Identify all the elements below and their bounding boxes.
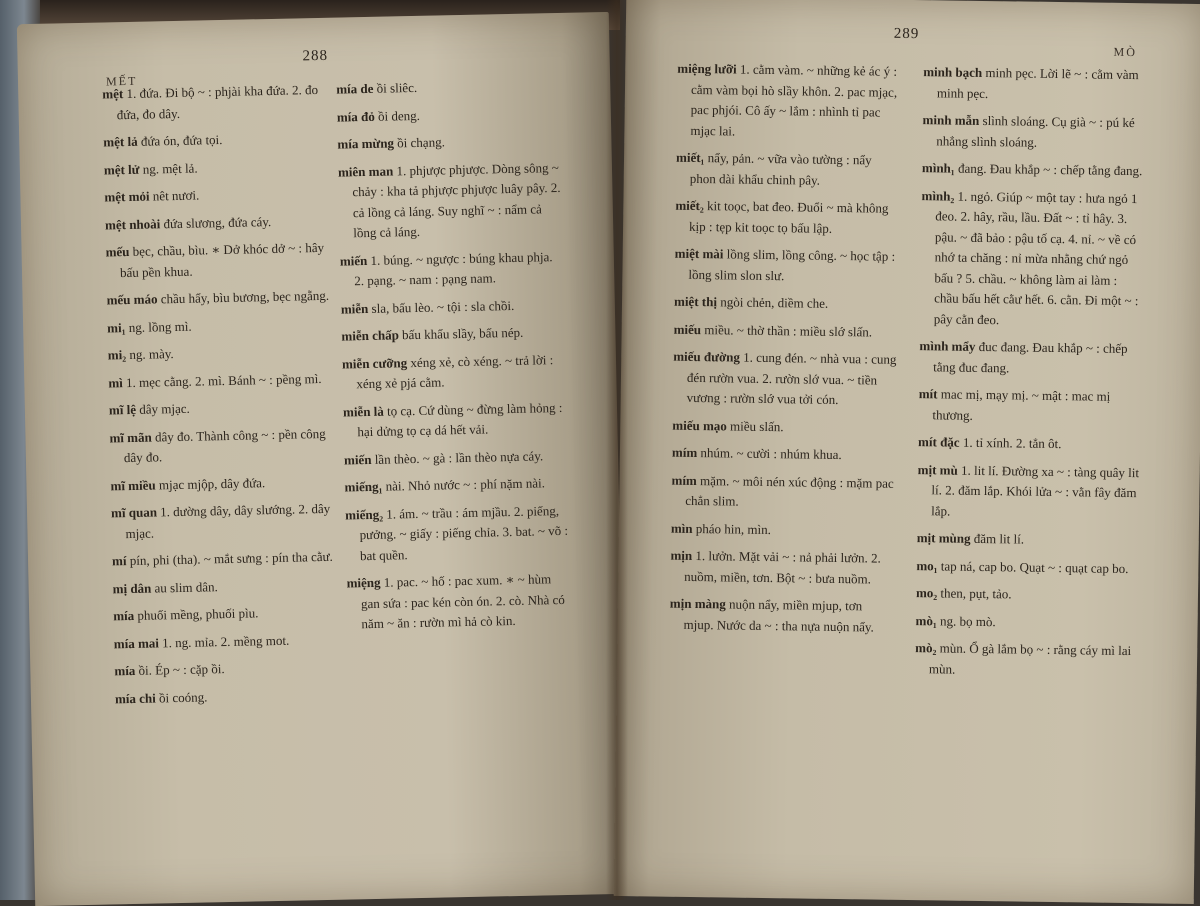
entry-headword: mít (918, 386, 938, 402)
entry-headword: mím (671, 444, 698, 461)
dictionary-entry (105, 210, 329, 235)
entry-headword: mị dân (112, 580, 152, 596)
entry-headword: mệt mỏi (104, 188, 150, 205)
entry-definition: nẩy, pản. ~ vữa vào tường : nẩy phon dài khẩu chinh pây. (689, 150, 872, 188)
dictionary-entry (112, 547, 336, 572)
entry-definition: nêt nươi. (152, 187, 200, 204)
entry-headword: mĩ lệ (108, 401, 137, 418)
entry-headword: mo₂ (915, 585, 938, 601)
entry-headword: miếu mạo (672, 417, 727, 433)
entry-definition: 1. cằm vàm. ~ những kẻ ác ý : cằm vàm bọi hò slầy khôn. 2. pac mjạc, pac phjói. Cô ấy ~ lắm : nhình tỉ pac mjạc lai. (690, 61, 898, 139)
dictionary-entry (918, 384, 1143, 428)
dictionary-entry (672, 443, 896, 467)
entry-definition: kit toọc, bat đeo. Đuổi ~ mà không kịp : tẹp kit toọc tọ bấu lập. (689, 198, 889, 236)
entry-headword: mịn màng (669, 595, 726, 612)
entry-definition: 1. cung đén. ~ nhà vua : cung đén rườn vua. 2. rườn slớ vua. ~ tiền vương : rườn slớ vua tởi cón. (686, 349, 897, 407)
entry-headword: mía đỏ (336, 108, 375, 125)
dictionary-entry (340, 246, 565, 292)
entry-headword: mịt mùng (916, 530, 971, 546)
entry-headword: mĩ mãn (109, 429, 152, 445)
entry-definition: tọ cạ. Cứ dùng ~ đừng làm hỏng : hại dửng tọ cạ dá hết vải. (357, 399, 563, 440)
entry-headword: mĩ miều (110, 476, 156, 493)
right-page (614, 0, 1200, 904)
dictionary-entry (337, 130, 561, 155)
entry-headword: mình₁ (921, 160, 955, 176)
entry-definition: 1. lưởn. Mặt vải ~ : nả phải lưởn. 2. nuồm, miền, tơn. Bột ~ : bưa nuồm. (684, 548, 881, 586)
dictionary-entry (342, 349, 567, 395)
dictionary-entry (674, 244, 899, 288)
dictionary-entry (104, 155, 328, 180)
dictionary-entry (916, 583, 1140, 607)
entry-headword: mía mừng (337, 135, 395, 152)
dictionary-entry (672, 415, 896, 439)
entry-headword: mịn (670, 547, 693, 563)
entry-headword: mò₁ (915, 612, 937, 628)
entry-headword: miết₁ (675, 149, 705, 166)
dictionary-entry (337, 102, 561, 127)
dictionary-entry (107, 313, 331, 338)
dictionary-entry (113, 602, 337, 627)
entry-definition: 1. búng. ~ ngược : búng khau phja. 2. pạng. ~ nam : pạng nam. (354, 248, 553, 289)
entry-definition: ồi sliêc. (376, 79, 418, 96)
entry-definition: tap ná, cap bo. Quạt ~ : quạt cap bo. (940, 557, 1129, 576)
entry-definition: minh pẹc. Lời lẽ ~ : cằm vàm minh pẹc. (936, 65, 1139, 101)
entry-headword: minh mẫn (922, 112, 980, 128)
entry-headword: mếu (105, 243, 130, 260)
entry-definition: sla, bấu lèo. ~ tội : sla chồi. (371, 297, 515, 316)
dictionary-entry (917, 460, 1142, 525)
entry-headword: mía de (336, 80, 374, 97)
entry-definition: dây mjạc. (139, 400, 190, 417)
entry-definition: 1. tỉ xính. 2. tẳn ôt. (962, 434, 1062, 452)
entry-definition: au slim dân. (154, 578, 218, 596)
entry-headword: miễn cưỡng (341, 354, 408, 372)
running-head: MÒ (1113, 44, 1138, 60)
entry-headword: mím (671, 472, 697, 488)
dictionary-entry (344, 473, 568, 498)
dictionary-entry (104, 183, 328, 208)
entry-headword: miếng₁ (344, 478, 383, 495)
dictionary-entry (671, 470, 896, 514)
entry-definition: 1. pac. ~ hố : pac xum. ∗ ~ hùm gan sứa : pac kén còn ón. 2. cò. Nhà có năm ~ ăn : rườn mì hả cò kin. (360, 571, 565, 632)
entry-headword: mì (108, 374, 123, 390)
entry-definition: mjạc mjộp, dây đứa. (158, 474, 266, 492)
dictionary-entry (346, 569, 571, 635)
entry-headword: mi₂ (107, 347, 127, 363)
entry-headword: miên man (337, 162, 394, 180)
dictionary-entry (115, 684, 339, 709)
dictionary-entry (916, 556, 1140, 580)
dictionary-column-4 (915, 62, 1148, 689)
entry-headword: mo₁ (916, 557, 938, 573)
entry-headword: miệt mài (674, 245, 724, 262)
dictionary-entry (336, 75, 560, 100)
entry-headword: mình₂ (921, 187, 955, 204)
entry-definition: slình sloáng. Cụ già ~ : pú ké nhẳng slình sloáng. (936, 112, 1135, 150)
entry-definition: đứa slương, đứa cáy. (163, 213, 272, 231)
dictionary-entry (112, 574, 336, 599)
page-number: 288 (302, 47, 329, 65)
dictionary-entry (675, 196, 900, 240)
entry-headword: mếu máo (106, 291, 158, 308)
entry-definition: lần thèo. ~ gà : lần thèo nựa cáy. (374, 447, 544, 467)
entry-definition: ồi. Ép ~ : cặp ồi. (138, 661, 225, 678)
entry-definition: mặm. ~ môi nén xúc động : mặm pac chẳn slim. (685, 472, 894, 509)
entry-definition: ngòi chẻn, diềm che. (720, 294, 829, 311)
entry-definition: 1. ám. ~ trầu : ám mjầu. 2. piếng, pưởng. ~ giấy : piếng chỉa. 3. bat. ~ võ : bat quền. (359, 502, 569, 563)
entry-headword: mệt (102, 86, 124, 102)
dictionary-entry (109, 396, 333, 421)
entry-definition: ng. mệt lả. (142, 160, 198, 177)
entry-headword: mò₂ (915, 640, 937, 656)
dictionary-entry (108, 341, 332, 366)
entry-headword: miến (343, 451, 372, 468)
running-head: MẾT (105, 73, 138, 89)
entry-headword: minh bạch (923, 64, 983, 80)
dictionary-entry (345, 500, 570, 566)
entry-definition: ng. lồng mì. (128, 318, 192, 335)
entry-headword: miến (339, 252, 368, 269)
dictionary-entry (917, 528, 1141, 552)
dictionary-entry (341, 322, 565, 347)
entry-headword: miếng₂ (345, 506, 384, 523)
dictionary-entry (673, 347, 898, 412)
dictionary-entry (344, 445, 568, 470)
entry-headword: mìn (670, 520, 693, 536)
dictionary-column-2 (336, 75, 572, 642)
entry-headword: mía mai (113, 634, 160, 651)
dictionary-entry (106, 286, 330, 311)
dictionary-entry (343, 397, 568, 443)
dictionary-entry (108, 368, 332, 393)
entry-definition: chầu hẩy, bìu bương, bẹc ngẵng. (160, 287, 330, 307)
entry-headword: mí (111, 553, 127, 569)
entry-headword: mía chi (114, 690, 156, 706)
entry-definition: nuộn nẩy, miền mjup, tơn mjup. Nước da ~ : tha nựa nuộn nẩy. (683, 596, 874, 635)
dictionary-entry (670, 546, 895, 590)
entry-headword: mệt lả (103, 133, 138, 150)
entry-definition: đuc đang. Đau khắp ~ : chếp tằng đuc đang. (933, 338, 1128, 375)
entry-headword: mít đặc (918, 434, 960, 450)
entry-headword: mệt nhoài (104, 215, 161, 232)
entry-definition: phuối mềng, phuối pìu. (137, 605, 259, 623)
entry-definition: ồi coóng. (158, 688, 208, 705)
entry-definition: đăm lit lí. (973, 530, 1025, 547)
entry-headword: miếu (673, 321, 702, 337)
entry-definition: 1. lit lí. Đường xa ~ : tàng quây lit lí. 2. đăm lắp. Khói lửa ~ : vằn fây đăm lắp. (931, 462, 1140, 519)
dictionary-entry (919, 336, 1144, 380)
dictionary-entry (920, 186, 1146, 333)
dictionary-entry (109, 423, 334, 469)
dictionary-entry (110, 471, 334, 496)
dictionary-entry (923, 62, 1148, 106)
entry-headword: miếu đường (673, 348, 741, 365)
dictionary-entry (915, 611, 1139, 635)
entry-definition: miều slấn. (730, 417, 784, 434)
entry-definition: nài. Nhỏ nước ~ : phí nặm nài. (385, 475, 546, 494)
entry-headword: mình mẩy (919, 338, 976, 354)
dictionary-entry (102, 80, 327, 126)
entry-definition: 1. dường dây, dây slướng. 2. dây mjạc. (125, 500, 331, 541)
dictionary-column-3 (669, 59, 901, 645)
entry-definition: bẹc, chầu, bìu. ∗ Dở khóc dở ~ : hây bấu pền khua. (119, 239, 325, 280)
entry-definition: 1. phjược phjược. Dòng sông ~ chảy : kha tả phjược phjược luây pây. 2. cả lồng cả láng. Suy nghĩ ~ : nẩm cả lồng cả láng. (352, 159, 561, 241)
entry-headword: mía (114, 662, 136, 679)
entry-definition: lồng slim, lồng công. ~ học tập : lồng slim slon slư. (688, 246, 896, 283)
entry-definition: miều. ~ thờ thần : miều slớ slấn. (704, 321, 873, 339)
dictionary-entry (338, 157, 564, 244)
dictionary-entry (341, 294, 565, 319)
entry-headword: miết₂ (675, 197, 704, 214)
entry-headword: mĩ quan (110, 504, 158, 521)
entry-headword: miệng lưỡi (677, 60, 737, 77)
entry-definition: nhúm. ~ cười : nhúm khua. (700, 445, 842, 463)
book-gutter (606, 0, 628, 900)
page-number: 289 (893, 25, 920, 43)
entry-definition: pín, phi (tha). ~ mắt sưng : pín tha cằư. (129, 548, 333, 569)
dictionary-column-1 (102, 80, 339, 717)
entry-definition: pháo hin, mìn. (695, 520, 772, 537)
dictionary-entry (669, 594, 894, 638)
dictionary-entry (674, 292, 898, 316)
entry-definition: ng. bọ mò. (940, 612, 996, 629)
entry-definition: bấu khẩu slầy, bấu nép. (401, 324, 524, 343)
dictionary-entry (915, 638, 1140, 682)
dictionary-entry (918, 432, 1142, 456)
entry-definition: xéng xẻ, cò xéng. ~ trả lời : xéng xẻ pjá cằm. (356, 351, 554, 392)
entry-headword: mịt mù (917, 461, 958, 478)
entry-definition: 1. ng. mỉa. 2. mềng mot. (162, 632, 290, 650)
entry-headword: mi₁ (107, 319, 126, 335)
entry-headword: mệt lử (103, 161, 140, 178)
entry-definition: 1. mẹc cằng. 2. mì. Bánh ~ : pềng mì. (125, 370, 322, 390)
dictionary-entry (114, 629, 338, 654)
entry-definition: ồi chạng. (397, 134, 446, 151)
dictionary-entry (676, 59, 901, 144)
left-page (17, 12, 627, 906)
dictionary-entry (922, 110, 1147, 154)
entry-definition: đứa ón, đứa tọi. (140, 132, 223, 149)
entry-headword: miễn chấp (341, 327, 399, 344)
dictionary-entry (676, 148, 901, 192)
entry-definition: ồi deng. (377, 107, 421, 124)
entry-headword: mía (113, 607, 135, 624)
dictionary-entry (114, 657, 338, 682)
entry-headword: miễn là (342, 403, 384, 420)
dictionary-entry (103, 128, 327, 153)
entry-definition: mac mị, mạy mị. ~ mật : mac mị thương. (932, 386, 1111, 423)
entry-definition: 1. đứa. Đi bộ ~ : phjài kha đứa. 2. đo đứa, đo dây. (116, 82, 319, 122)
entry-definition: đang. Đau khắp ~ : chếp tằng đang. (957, 160, 1143, 179)
dictionary-entry (111, 499, 336, 545)
dictionary-entry (674, 319, 898, 343)
entry-definition: dây đo. Thành công ~ : pền công dây đo. (123, 425, 326, 466)
entry-definition: ng. mày. (129, 346, 174, 363)
entry-headword: miễn (340, 300, 369, 317)
entry-headword: miệt thị (673, 293, 718, 310)
dictionary-entry (922, 158, 1146, 182)
entry-definition: then, pụt, tảo. (940, 585, 1012, 602)
entry-definition: 1. ngỏ. Giúp ~ một tay : hưa ngỏ 1 đeo. 2. hây, rầu, lầu. Đất ~ : tỉ hây. 3. pậu. ~ đã bảo : pậu tố cạ. 4. nỉ. ~ về có nhớ ta chăng : nỉ mừa nhằng chứ ngỏ bấu ? 5. chầu. ~ không làm ai làm : chầu bấu hết cằư hết. 6. cằn. Đi một ~ : pây cằn đeo. (933, 188, 1139, 327)
dictionary-entry (671, 518, 895, 542)
entry-headword: miệng (346, 574, 381, 591)
entry-definition: mùn. Ổ gà lắm bọ ~ : rằng cáy mì lai mùn. (928, 640, 1132, 677)
dictionary-entry (105, 238, 330, 284)
